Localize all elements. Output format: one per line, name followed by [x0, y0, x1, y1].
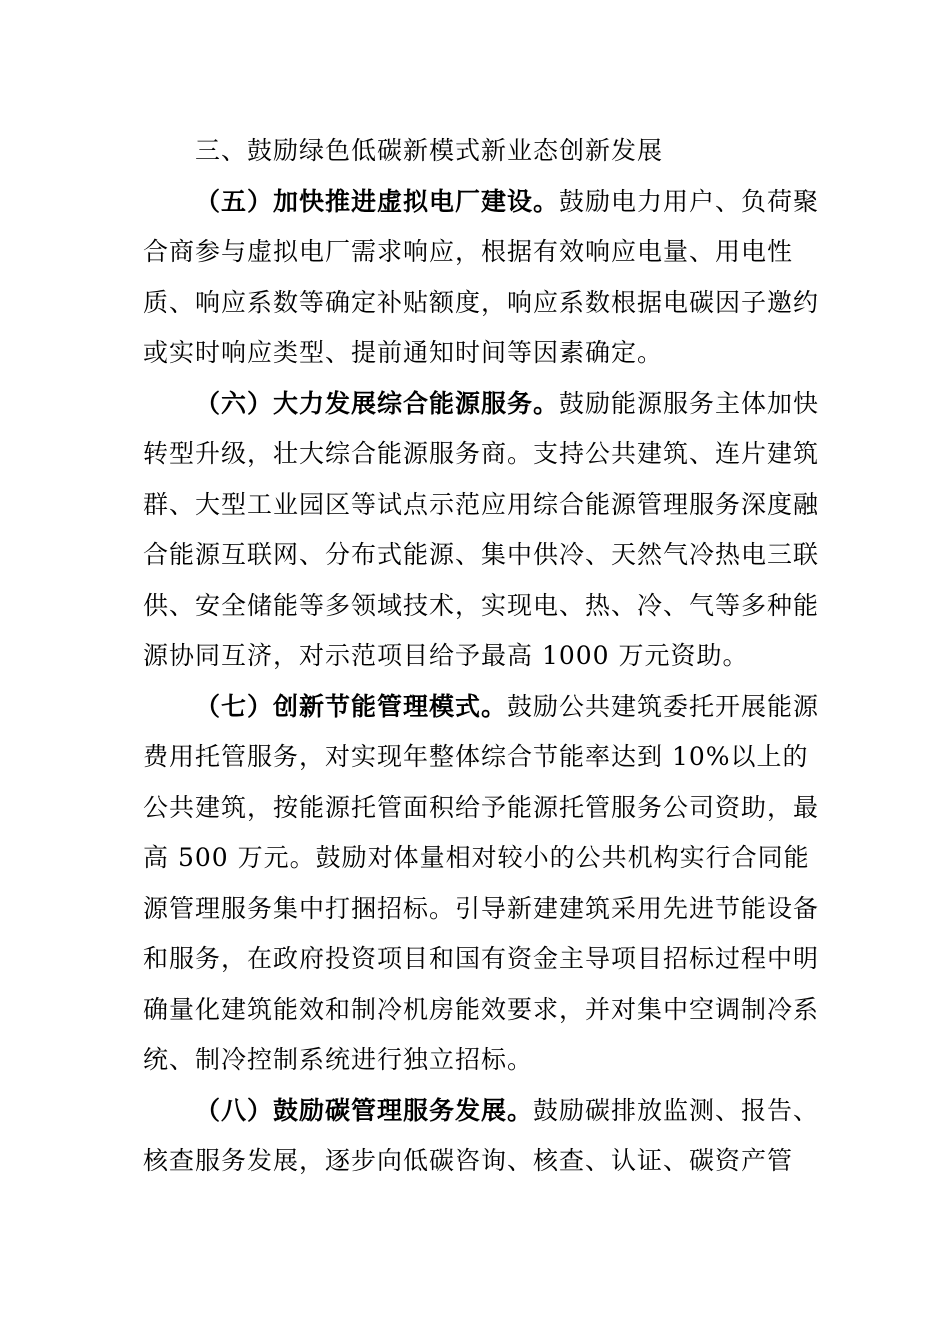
paragraph-integrated-energy-services: [143, 379, 823, 682]
paragraph-body: 鼓励公共建筑委托开展能源费用托管服务，对实现年整体综合节能率达到 10%以上的公共建筑，按能源托管面积给予能源托管服务公司资助，最高 500 万元。鼓励对体量相对较小的公共机构实行合同能源管理服务集中打捆招标。引导新建建筑采用先进节能设备和服务，在政府投资项目和国有资金主导项目招标过程中明确量化建筑能效和制冷机房能效要求，并对集中空调制冷系统、制冷控制系统进行独立招标。: [143, 691, 820, 1074]
document-body: [143, 126, 823, 1187]
paragraph-lead: （五）加快推进虚拟电厂建设。: [195, 186, 560, 216]
paragraph-virtual-power-plant: [143, 177, 823, 379]
paragraph-body: 鼓励能源服务主体加快转型升级，壮大综合能源服务商。支持公共建筑、连片建筑群、大型工业园区等试点示范应用综合能源管理服务深度融合能源互联网、分布式能源、集中供冷、天然气冷热电三联供、安全储能等多领域技术，实现电、热、冷、气等多种能源协同互济，对示范项目给予最高 1000 万元资助。: [143, 388, 820, 670]
paragraph-body: 鼓励碳排放监测、报告、核查服务发展，逐步向低碳咨询、核查、认证、碳资产管: [143, 1095, 820, 1175]
paragraph-energy-management-model: [143, 682, 823, 1086]
paragraph-lead: （六）大力发展综合能源服务。: [195, 388, 560, 418]
section-heading: 三、鼓励绿色低碳新模式新业态创新发展: [195, 136, 664, 165]
paragraph-lead: （八）鼓励碳管理服务发展。: [195, 1095, 534, 1125]
paragraph-lead: （七）创新节能管理模式。: [195, 691, 508, 721]
paragraph-body: 鼓励电力用户、负荷聚合商参与虚拟电厂需求响应，根据有效响应电量、用电性质、响应系数等确定补贴额度，响应系数根据电碳因子邀约或实时响应类型、提前通知时间等因素确定。: [143, 186, 820, 367]
paragraph-carbon-management-services: [143, 1086, 823, 1187]
